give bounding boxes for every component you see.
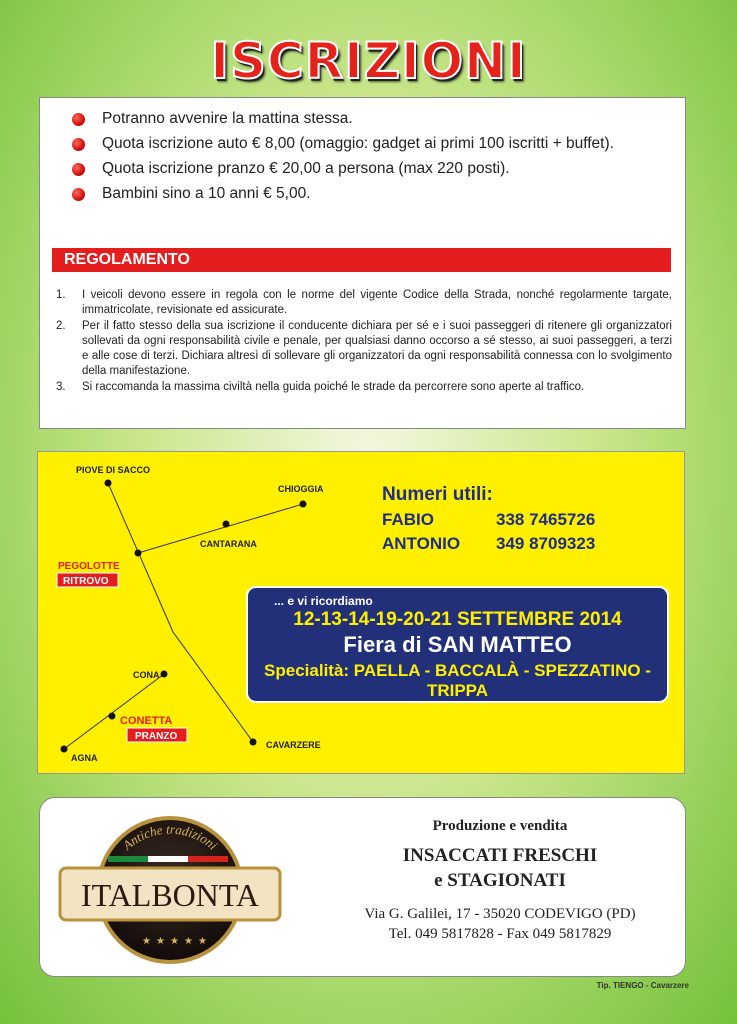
contact-row: FABIO 338 7465726 bbox=[382, 510, 596, 529]
event-name: Fiera di SAN MATTEO bbox=[343, 632, 572, 657]
sponsor-panel bbox=[39, 797, 686, 977]
pegolotte-marker bbox=[135, 550, 142, 557]
list-item: Potranno avvenire la mattina stessa. bbox=[68, 108, 668, 130]
svg-text:Antiche tradizioni: Antiche tradizioni bbox=[119, 821, 221, 853]
piove-di-sacco-marker bbox=[105, 480, 112, 487]
italbonta-logo bbox=[58, 808, 282, 968]
company-product-2: e STAGIONATI bbox=[434, 870, 566, 891]
label-cantarana: CANTARANA bbox=[200, 539, 257, 549]
label-cona: CONA bbox=[133, 670, 160, 680]
svg-text:ITALBONTA: ITALBONTA bbox=[81, 877, 259, 913]
company-phones: Tel. 049 5817828 - Fax 049 5817829 bbox=[388, 926, 612, 942]
list-item: Quota iscrizione auto € 8,00 (omaggio: gadget ai primi 100 iscritti + buffet). bbox=[68, 133, 668, 155]
label-ritrovo: RITROVO bbox=[63, 576, 109, 587]
label-pranzo: PRANZO bbox=[135, 731, 178, 742]
rule-item: 1. I veicoli devono essere in regola con le norme del vigente Codice della Strada, nonché regolarmente targate, immatricolate, revisionate ed assicurate. bbox=[56, 289, 672, 316]
info-panel bbox=[37, 451, 685, 774]
event-intro: ... e vi ricordiamo bbox=[274, 594, 373, 608]
cona-marker bbox=[161, 671, 168, 678]
registration-list bbox=[68, 108, 668, 208]
contact-row: ANTONIO 349 8709323 bbox=[382, 534, 596, 553]
rule-item: 2. Per il fatto stesso della sua iscrizione il conducente dichiara per sé e i suoi passeggeri di ritenere gli organizzatori sollevati da ogni responsabilità civile e penale, per qualsiasi danno occorso a sé stesso, ai suoi passeggeri, a terzi e alle cose di terzi. Dichiara altresì di sollevare gli organizzatori da ogni responsabilità connessa con lo svolgimento della manifestazione. bbox=[56, 320, 672, 377]
cavarzere-marker bbox=[250, 739, 257, 746]
agna-marker bbox=[61, 746, 68, 753]
bullet-icon bbox=[72, 138, 85, 151]
regolamento-heading: REGOLAMENTO bbox=[52, 248, 671, 272]
company-product-1: INSACCATI FRESCHI bbox=[402, 845, 598, 866]
event-banner bbox=[246, 586, 669, 703]
registration-panel bbox=[39, 97, 686, 429]
event-dates: 12-13-14-19-20-21 SETTEMBRE 2014 bbox=[293, 609, 622, 630]
bullet-icon bbox=[72, 163, 85, 176]
svg-text:★: ★ bbox=[156, 936, 165, 947]
label-pegolotte: PEGOLOTTE bbox=[58, 561, 120, 572]
label-agna: AGNA bbox=[71, 753, 98, 763]
label-chioggia: CHIOGGIA bbox=[278, 484, 324, 494]
company-address: Via G. Galilei, 17 - 35020 CODEVIGO (PD) bbox=[364, 906, 636, 922]
list-item: Bambini sino a 10 anni € 5,00. bbox=[68, 183, 668, 205]
rule-item: 3. Si raccomanda la massima civiltà nella guida poiché le strade da percorrere sono aperte al traffico. bbox=[56, 381, 585, 393]
company-info bbox=[330, 818, 670, 943]
svg-text:★: ★ bbox=[184, 936, 193, 947]
label-conetta: CONETTA bbox=[120, 715, 173, 727]
bullet-icon bbox=[72, 113, 85, 126]
useful-numbers bbox=[382, 484, 595, 554]
page-title: ISCRIZIONI bbox=[210, 32, 527, 90]
event-specialties: Specialità: PAELLA - BACCALÀ - SPEZZATINO - TRIPPA bbox=[264, 661, 651, 700]
bullet-icon bbox=[72, 188, 85, 201]
conetta-marker bbox=[109, 713, 116, 720]
company-tagline: Produzione e vendita bbox=[432, 818, 568, 834]
list-item: Quota iscrizione pranzo € 20,00 a persona (max 220 posti). bbox=[68, 158, 668, 180]
label-piove-di-sacco: PIOVE DI SACCO bbox=[76, 465, 151, 475]
svg-text:★: ★ bbox=[198, 936, 207, 947]
label-cavarzere: CAVARZERE bbox=[266, 740, 321, 750]
svg-text:★: ★ bbox=[142, 936, 151, 947]
cantarana-marker bbox=[223, 521, 230, 528]
svg-text:★: ★ bbox=[170, 936, 179, 947]
chioggia-marker bbox=[300, 501, 307, 508]
printer-credit: Tip. TIENGO - Cavarzere bbox=[596, 981, 689, 990]
rules-list bbox=[56, 288, 672, 396]
useful-numbers-heading: Numeri utili: bbox=[382, 484, 493, 505]
